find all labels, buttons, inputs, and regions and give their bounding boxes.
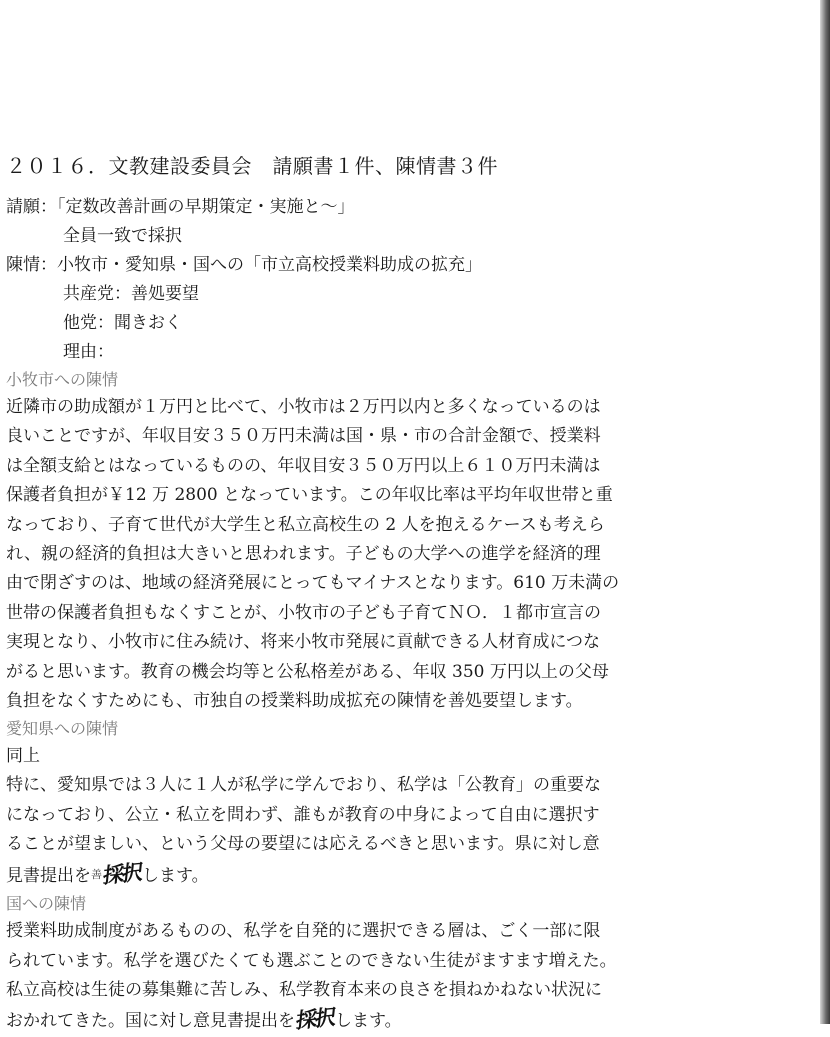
komaki-line: れ、親の経済的負担は大きいと思われます。子どもの大学への進学を経済的理 [6,544,601,565]
aichi-last-prefix: 見書提出を [6,865,91,886]
petition-subject: 「定数改善計画の早期策定・実施と～」 [57,197,355,217]
national-paragraph [6,917,686,1037]
national-line: られています。私学を選びたくても選ぶことのできない生徒がますます増えた。 [6,950,617,971]
petition-result: 全員一致で採択 [63,226,182,246]
appeal-party-communist: 共産党：善処要望 [63,284,199,304]
komaki-line: 由で閉ざすのは、地域の経済発展にとってもマイナスとなります。610 万未満の [6,573,620,594]
petition-label: 請願： [6,197,57,217]
national-line: 授業料助成制度があるものの、私学を自発的に選択できる層は、ごく一部に限 [6,921,601,942]
komaki-line: 保護者負担が￥12 万 2800 となっています。この年収比率は平均年収世帯と重 [6,485,613,506]
national-line: 私立高校は生徒の募集難に苦しみ、私学教育本来の良さを損ねかねない状況に [6,979,603,1000]
national-last-line [6,1005,686,1036]
appeal-row [6,251,686,280]
petition-row [6,193,686,222]
appeal-reason-label: 理由： [63,342,114,362]
handwritten-adopted-mark: 採択 [101,859,143,888]
komaki-line: 世帯の保護者負担もなくすことが、小牧市の子ども子育てＮＯ．１都市宣言の [6,602,601,623]
aichi-same: 同上 [6,746,40,767]
national-last-prefix: おかれてきた。国に対し意見書提出を [6,1011,295,1032]
struck-character: 善 [91,867,102,881]
appeal-subject: 小牧市・愛知県・国への「市立高校授業料助成の拡充」 [57,255,482,275]
aichi-line: になっており、公立・私立を問わず、誰もが教育の中身によって自由に選択す [6,804,600,825]
komaki-line: なっており、子育て世代が大学生と私立高校生の 2 人を抱えるケースも考えら [6,514,605,535]
komaki-line: 実現となり、小牧市に住み続け、将来小牧市発展に貢献できる人材育成につな [6,632,600,653]
appeal-label: 陳情： [6,255,57,275]
aichi-paragraph [6,771,686,891]
document-title: ２０１６．文教建設委員会 請願書１件、陳情書３件 [6,154,498,178]
aichi-line: 特に、愛知県では３人に１人が私学に学んでおり、私学は「公教育」の重要な [6,775,601,796]
aichi-line: ることが望ましい、という父母の要望には応えるべきと思います。県に対し意 [6,834,600,855]
aichi-last-line [6,860,686,891]
komaki-line: がると思います。教育の機会均等と公私格差がある、年収 350 万円以上の父母 [6,661,609,682]
section-heading-komaki: 小牧市への陳情 [6,370,119,389]
aichi-last-suffix: します。 [142,865,209,886]
section-heading-aichi: 愛知県への陳情 [6,719,119,739]
handwritten-adopted-mark: 採択 [294,1005,336,1034]
komaki-line: 良いことですが、年収目安３５０万円未満は国・県・市の合計金額で、授業料 [6,426,601,447]
document-page [6,150,686,1037]
komaki-paragraph [6,393,686,716]
komaki-line: 近隣市の助成額が１万円と比べて、小牧市は２万円以内と多くなっているのは [6,397,601,417]
appeal-party-others: 他党：聞きおく [63,313,182,333]
section-heading-national: 国への陳情 [6,894,87,914]
scan-edge-shadow [820,0,830,1024]
komaki-line: は全額支給とはなっているものの、年収目安３５０万円以上６１０万円未満は [6,455,601,476]
national-last-suffix: します。 [335,1011,402,1032]
komaki-line: 負担をなくすためにも、市独自の授業料助成拡充の陳情を善処要望します。 [6,691,583,712]
